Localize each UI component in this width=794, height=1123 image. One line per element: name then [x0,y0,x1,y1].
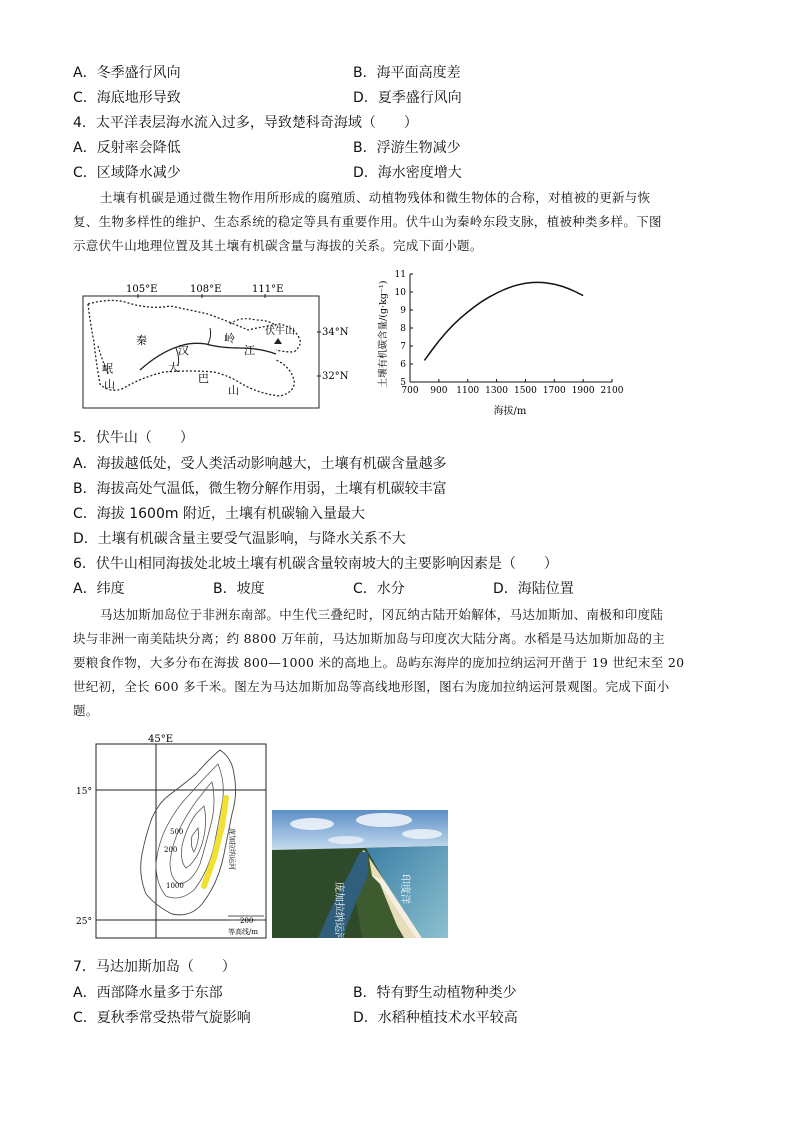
q5-option-d: D．土壤有机碳含量主要受气温影响，与降水关系不大 [73,531,406,547]
q6-option-d: D．海陆位置 [493,581,574,597]
contour-line [191,828,198,852]
passage1-line: 示意伏牛山地理位置及其土壤有机碳含量与海拔的关系。完成下面小题。 [73,238,483,253]
funiu-label: 伏牛山 [265,326,295,337]
canal-landscape-photo [272,810,448,942]
legend-value: 200 [240,917,254,925]
contour-line [156,764,223,898]
chart-y-tick-label: 11 [394,270,406,280]
q5-option-a: A．海拔越低处，受人类活动影响越大，土壤有机碳含量越多 [73,456,447,472]
carbon-series-line [424,282,583,360]
q7-stem: 7．马达加斯加岛（ ） [73,959,236,975]
shan-label: 山 [228,384,239,397]
funiu-location-map [80,280,349,412]
chart-x-tick-label: 700 [401,386,419,396]
chart-x-tick-label: 1700 [542,386,566,396]
q3-option-a: A．冬季盛行风向 [73,65,181,81]
q4-option-c: C．区域降水减少 [73,165,181,181]
lon-108-label: 108°E [190,284,222,295]
q6-option-a: A．纬度 [73,581,125,597]
chart-x-tick-label: 2100 [600,386,624,396]
canal-map-label: 庞加拉纳运河 [228,828,236,870]
lat-32-label: 32°N [322,371,349,382]
q5-option-c: C．海拔 1600m 附近，土壤有机碳输入量最大 [73,506,365,522]
chart-y-tick-label: 6 [400,360,406,370]
chart-y-tick-label: 10 [394,288,406,298]
han-label: 汉 [178,344,189,357]
q6-option-b: B．坡度 [213,581,265,597]
lon-45-label: 45°E [148,734,174,745]
map2-frame [96,744,266,938]
q3-option-b: B．海平面高度差 [353,65,461,81]
legend-label: 等高线/m [228,928,258,936]
passage2-line: 马达加斯加岛位于非洲东南部。中生代三叠纪时，冈瓦纳古陆开始解体，马达加斯加、南极和印度陆 [100,607,664,622]
q4-option-a: A．反射率会降低 [73,140,181,156]
chart-y-tick-label: 8 [400,324,406,334]
passage2-line: 世纪初，全长 600 多千米。图左为马达加斯加岛等高线地形图，图右为庞加拉纳运河景观图。完成下面小 [73,679,670,694]
canal-highlight [204,798,226,886]
q5-option-b: B．海拔高处气温低，微生物分解作用弱，土壤有机碳较丰富 [73,481,447,497]
lat-34-label: 34°N [322,327,349,338]
passage2-line: 块与非洲一南美陆块分离；约 8800 万年前，马达加斯加岛与印度次大陆分离。水稻是马达加斯加岛的主 [73,631,665,646]
qin-label: 秦 [136,334,147,347]
canal-photo-label: 庞加拉纳运河 [333,882,344,942]
chart-x-tick-label: 1100 [456,386,480,396]
q4-stem: 4．太平洋表层海水流入过多，导致楚科奇海域（ ） [73,115,418,131]
q7-option-d: D．水稻种植技术水平较高 [353,1010,518,1026]
q6-stem: 6．伏牛山相同海拔处北坡土壤有机碳含量较南坡大的主要影响因素是（ ） [73,556,558,572]
contour-500-label: 500 [170,828,184,836]
q3-option-d: D．夏季盛行风向 [353,90,462,106]
funiu-peak-triangle [274,338,282,344]
contour-1000-label: 1000 [166,882,184,890]
lon-105-label: 105°E [126,284,158,295]
passage-madagascar [73,603,684,723]
chart-x-tick-label: 1500 [513,386,537,396]
lat-15-label: 15° [76,787,92,797]
ocean-photo-label: 印度洋 [399,874,410,904]
chart-x-tick-label: 1300 [485,386,509,396]
q3-option-c: C．海底地形导致 [73,90,181,106]
chart-y-tick-label: 7 [400,342,406,352]
passage1-line: 复、生物多样性的维护、生态系统的稳定等具有重要作用。伏牛山为秦岭东段支脉，植被种类多样。下图 [73,214,662,229]
passage2-line: 要粮食作物，大多分布在海拔 800—1000 米的高地上。岛屿东海岸的庞加拉纳运河开凿于 19 世纪末至 20 [73,655,685,670]
min-shan-label: 山 [104,378,115,391]
chart-y-tick-label: 9 [400,306,406,316]
soil-carbon-chart [372,266,628,416]
chart-x-tick-label: 900 [430,386,448,396]
jiang-label: 江 [244,344,255,357]
lat-25-label: 25° [76,917,92,927]
q6-option-c: C．水分 [353,581,405,597]
contour-200-label: 200 [164,846,178,854]
passage2-line: 题。 [73,703,99,718]
passage1-line: 土壤有机碳是通过微生物作用所形成的腐殖质、动植物残体和微生物体的合称，对植被的更新与恢 [100,190,651,205]
chart-y-tick-label: 5 [400,378,406,388]
passage-soil-carbon [73,186,662,258]
da-label: 大 [168,361,179,374]
min-label: 岷 [102,362,113,375]
ba-label: 巴 [198,372,209,385]
lon-111-label: 111°E [252,284,284,295]
q7-option-c: C．夏秋季常受热带气旋影响 [73,1010,251,1026]
q7-option-b: B．特有野生动植物种类少 [353,985,517,1001]
q4-option-d: D．海水密度增大 [353,165,462,181]
q4-option-b: B．浮游生物减少 [353,140,461,156]
chart-x-tick-label: 1900 [571,386,595,396]
ling-label: 岭 [224,332,235,345]
madagascar-contour-map [72,734,272,944]
chart-y-axis-label: 土壤有机碳含量/(g·kg⁻¹) [378,280,389,388]
q7-option-a: A．西部降水量多于东部 [73,985,223,1001]
q5-stem: 5．伏牛山（ ） [73,430,194,446]
han-river [140,343,276,370]
chart-x-axis-label: 海拔/m [493,406,527,417]
